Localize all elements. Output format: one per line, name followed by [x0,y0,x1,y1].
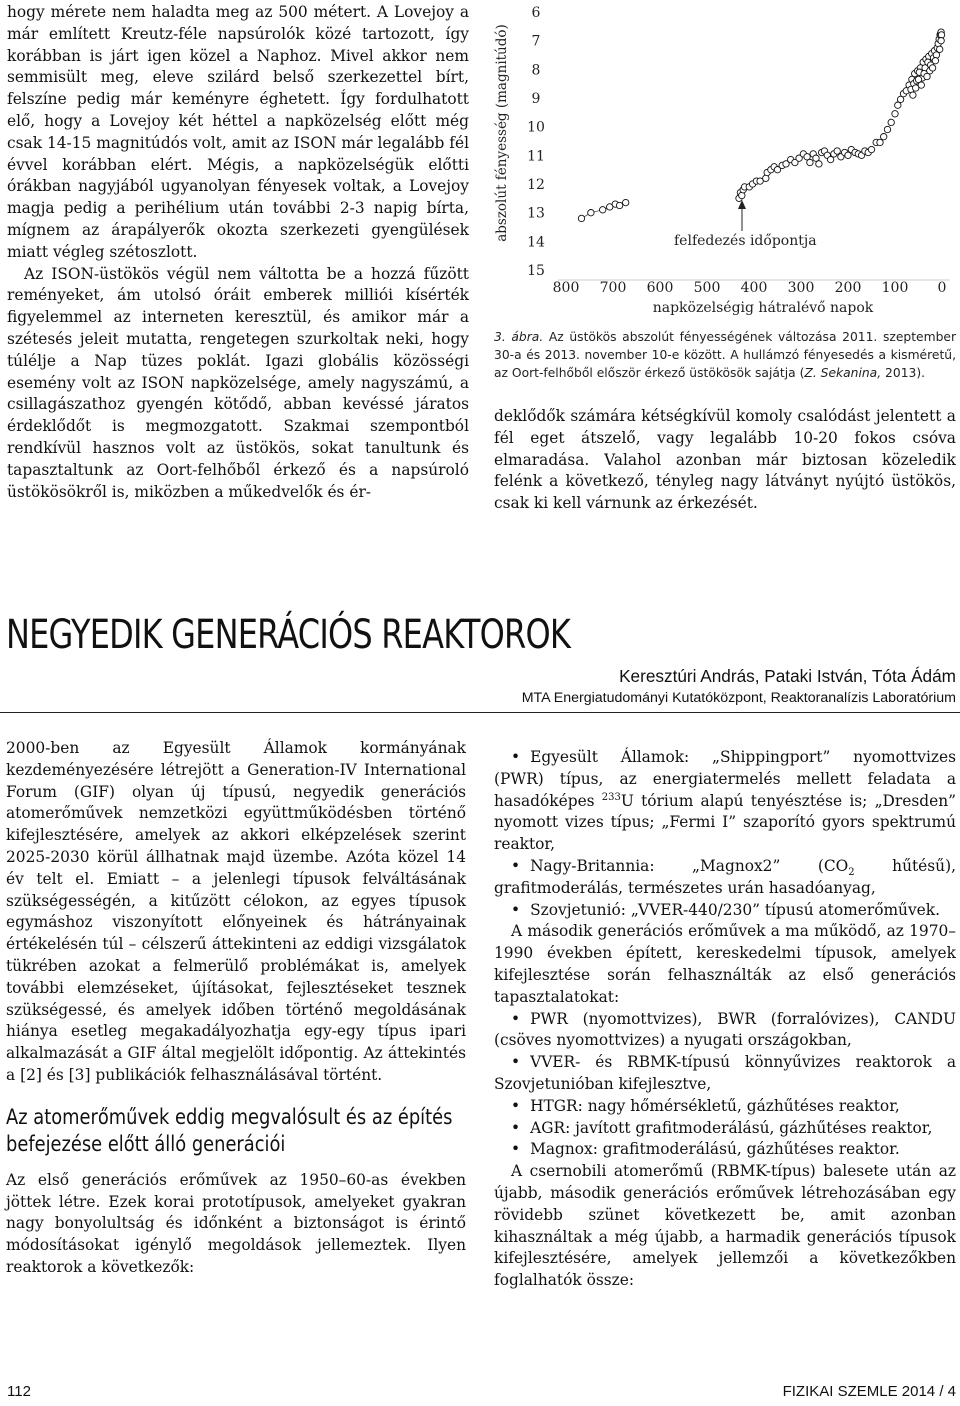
data-point [913,85,919,91]
caption-ref-author: Z. Sekanina, [804,366,882,380]
data-points [578,29,944,222]
body-paragraph: hogy mérete nem haladta meg az 500 métert. A Lovejoy a már említett Kreutz-féle napsúrolók közé tartozott, így korábban is járt igen közel a Naphoz. Mivel akkor nem semmisült meg, eleve szilárd belső szerkezettel bírt, felszíne pedig már keményre éghetett. Így fordulhatott elő, hogy a Lovejoy két héttel a napközelség előtt még csak 14-15 magnitúdós volt, amit az ISON már legalább fél évvel korábban elért. Mégis, a napközelségük előtti órákban nagyjából ugyanolyan fényesek voltak, a Lovejoy magja pedig a perihélium után további 2-3 napig bírta, mígnem az árapályerők okozta szerkezeti gyengülések miatt végleg szétoszlott. [7,3,469,261]
list-item: • Egyesült Államok: „Shippingport” nyomottvizes (PWR) típus, az energiatermelés mellett feladata a hasadóképes $^{233}$U tórium alapú tenyésztése is; „Dresden” nyomott vizes típus; „Fermi I” szaporító gyors spektrumú reaktor, [494,747,956,856]
header-rule [0,712,960,713]
x-axis-label: napközelségig hátralévő napok [652,300,874,316]
y-tick-label: 10 [527,119,545,136]
y-tick-label: 8 [531,62,541,79]
data-point [763,175,769,181]
list-item: • Szovjetunió: „VVER-440/230” típusú atomerőművek. [494,900,956,922]
x-tick-label: 600 [646,280,674,296]
y-tick-label: 7 [531,33,541,50]
data-point [578,215,584,221]
y-tick-label: 13 [527,205,545,222]
x-tick-label: 200 [834,280,862,296]
y-tick-label: 14 [527,234,545,251]
body-paragraph: Az ISON-üstökös végül nem váltotta be a hozzá fűzött reményeket, ám utolsó óráit emberek milliói kísérték figyelemmel az interneten keresztül, és amikor már a szétesés jeleit mutatta, rengetegen szurkoltak neki, hogy túlélje a Nap tüzes poklát. Igazi globális közösségi esemény volt az ISON napközelsége, amely nagyszámú, a csillagászathoz gyengén kötődő, abban kevéssé járatos érdeklődőt is megmozgatott. Szakmai szempontból rendkívül hasznos volt az üstökös, sokat tanultunk és tapasztaltunk az Oort-felhőből érkező és a napsúroló üstökösökről is, miközben a műkedvelők és ér- [7,264,469,501]
list-item: • VVER- és RBMK-típusú könnyűvizes reaktorok a Szovjetunióban kifejlesztve, [494,1052,956,1096]
x-tick-label: 0 [937,280,947,296]
data-point [739,192,745,198]
y-tick-label: 12 [527,177,545,193]
data-point [807,159,813,165]
gen1-list [494,747,956,921]
body-paragraph: deklődők számára kétségkívül komoly csalódást jelentett a fél eget átszelő, vagy legalább 10-20 fokos csóva elmaradása. Valahol azonban már biztosan közeledik felénk a következő, tényleg nagy látványt nyújtó üstökös, csak ki kell várnunk az érkezését. [494,407,956,513]
data-point [888,119,894,125]
article-authors: Keresztúri András, Pataki István, Tóta Ádám [619,666,956,686]
x-tick-label: 100 [881,280,909,296]
y-axis-label: abszolút fényesség (magnitúdó) [494,24,510,242]
y-tick-label: 6 [531,5,541,21]
data-point [623,199,629,205]
x-axis [553,280,950,296]
y-axis [527,5,545,279]
x-tick-label: 500 [693,280,721,296]
data-point [884,126,890,132]
data-point [816,161,822,167]
y-tick-label: 9 [531,91,541,107]
article-title: NEGYEDIK GENERÁCIÓS REAKTOROK [6,612,571,658]
data-point [868,146,874,152]
caption-text: Az üstökös abszolút fényességének változása 2011. szeptember 30-a és 2013. november 10-e között. A hullámzó fényesedés a kisméretű, az Oort-felhőből először érkező üstökösök sajátja ( [494,330,957,380]
gen1-paragraph: Az első generációs erőművek az 1950–60-as években jöttek létre. Ezek korai prototípusok, amelyeket gyakran nagy bonyolultság és időnként a biztonságot is érintő módosításokat igénylő megoldások jellemeztek. Ilyen reaktorok a következők: [6,1170,466,1276]
data-point [929,65,935,71]
y-tick-label: 11 [527,148,545,165]
figure-caption [494,328,956,382]
journal-footer: FIZIKAI SZEMLE 2014 / 4 [782,1383,956,1400]
data-point [600,207,606,213]
bottom-left-column [6,738,466,1279]
x-tick-label: 400 [740,280,768,296]
section-heading: Az atomerőművek eddig megvalósult és az építés befejezése előtt álló generációi [6,1104,453,1156]
gen2-list [494,1009,956,1162]
data-point [938,38,944,44]
bottom-right-column [494,747,956,1292]
gen3-paragraph: A csernobili atomerőmű (RBMK-típus) balesete után az újabb, második generációs erőművek létrehozásában egy rövidebb szünet következett be, amit azonban kihasználtak a még újabb, a harmadik generációs típusok kifejlesztésére, amelyek jellemzői a következőkben foglalhatók össze: [494,1162,956,1290]
article-affiliation: MTA Energiatudományi Kutatóközpont, Reaktoranalízis Laboratórium [521,690,956,706]
x-tick-label: 700 [599,280,627,296]
gen2-paragraph: A második generációs erőművek a ma működő, az 1970–1990 években épített, kereskedelmi típusok, amelyek kifejlesztése során felhasználták az első generációs tapasztalatokat: [494,922,956,1006]
intro-paragraph: 2000-ben az Egyesült Államok kormányának kezdeményezésére létrejött a Generation-IV International Forum (GIF) olyan új típusú, negyedik generációs atomerőművek nemzetközi együttműködésben történő kifejlesztésére, amelyek az akkori elképzelések szerint 2025-2030 körül állhatnak majd üzembe. Azóta közel 14 év telt el. Emiatt – a jelenlegi típusok felváltásának szükségességén, a kitűzött célokon, az egyes típusok egymáshoz viszonyított előnyeinek és hátrányainak értékelésén túl – célszerű áttekinteni az eddigi vizsgálatok tükrében azokat a felmerülő problémákat is, amelyek további elemzéseket, újításokat, fejlesztéseket tesznek szükségessé, és amelyek időben történő megoldásának hiánya esetleg megakadályozhatja egy-egy típus ipari alkalmazását a GIF által megjelölt időpontig. Az áttekintés a [2] és [3] publikációk felhasználásával történt. [6,739,466,1084]
data-point [881,134,887,140]
data-point [616,202,622,208]
caption-label: 3. ábra. [494,330,544,344]
x-tick-label: 300 [787,280,815,296]
data-point [924,73,930,79]
annotation-label: felfedezés időpontja [674,233,817,249]
list-item: • Nagy-Britannia: „Magnox2” ($CO_2$ hűtésű), grafitmoderálás, természetes urán hasadóanyag, [494,856,956,900]
list-item: • PWR (nyomottvizes), BWR (forralóvizes), CANDU (csöves nyomottvizes) a nyugati országokban, [494,1009,956,1053]
y-tick-label: 15 [527,263,545,279]
data-point [910,92,916,98]
list-item: • Magnox: grafitmoderálású, gázhűtéses reaktor. [494,1139,956,1161]
top-right-column [494,406,956,515]
list-item: • AGR: javított grafitmoderálású, gázhűtéses reaktor, [494,1118,956,1140]
data-point [588,210,594,216]
x-tick-label: 800 [552,280,580,296]
data-point [932,58,938,64]
top-left-column [7,2,469,503]
data-point [834,148,840,154]
data-point [877,139,883,145]
data-point [915,76,921,82]
page-number: 112 [7,1383,31,1400]
list-item: • HTGR: nagy hőmérsékletű, gázhűtéses reaktor, [494,1096,956,1118]
caption-ref-year: 2013). [885,366,926,380]
data-point [892,111,898,117]
brightness-chart [486,0,960,322]
